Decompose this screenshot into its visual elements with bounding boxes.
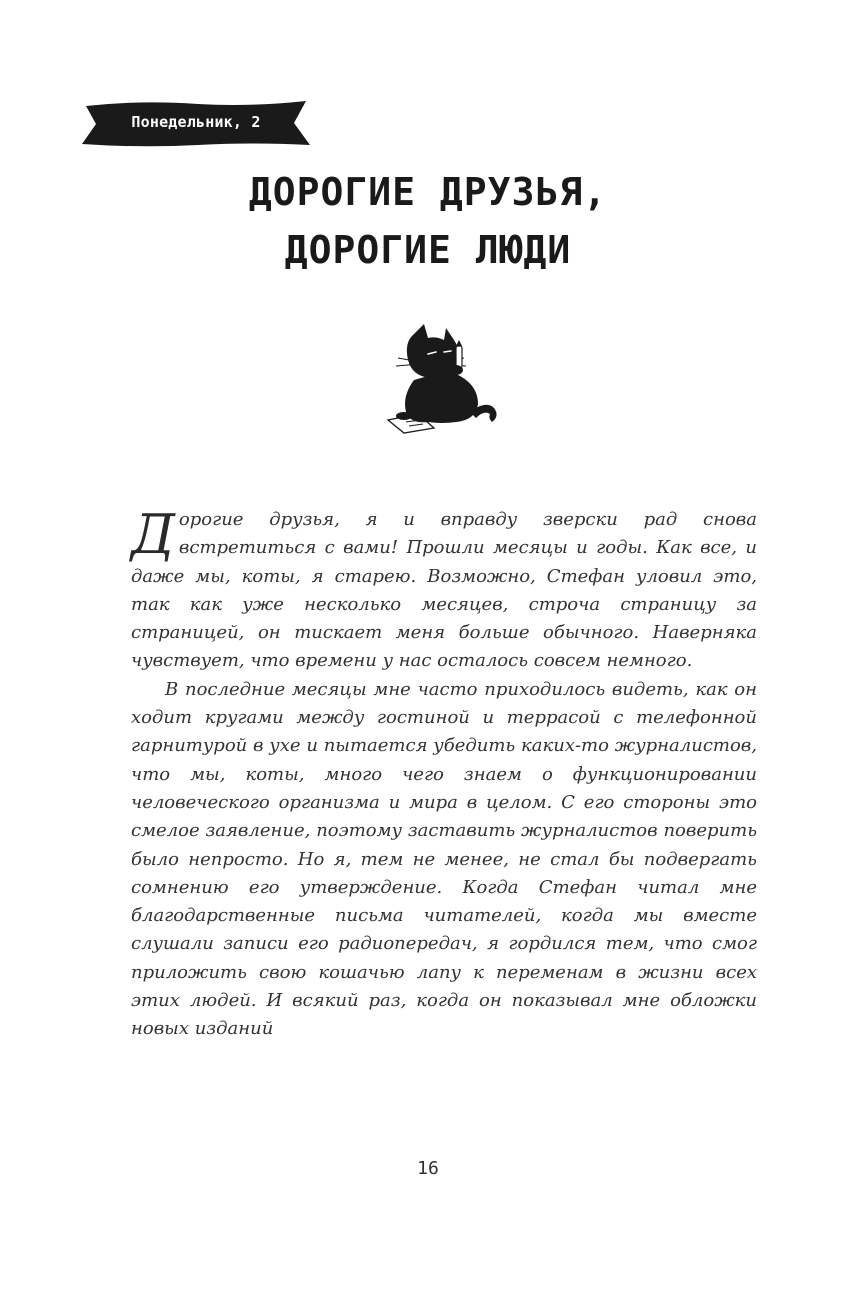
page-number: 16 (417, 1158, 439, 1179)
black-cat-writing-icon (384, 320, 504, 435)
paragraph-1 (131, 503, 757, 676)
paragraph-2: В последние месяцы мне часто приходилось видеть, как он ходит кругами между гостиной и террасой с телефонной гарнитурой в ухе и пытается убедить каких-то журналистов, что мы, коты, много чего знаем о функционировании человеческого организма и мира в целом. С его стороны это смелое заявление, поэтому заставить журналистов поверить было непросто. Но я, тем не менее, не стал бы подвергать сомнению его утверждение. Когда Стефан читал мне благодарственные письма читателей, когда мы вместе слушали записи его радиопередач, я гордился тем, что смог приложить свою кошачью лапу к переменам в жизни всех этих людей. И всякий раз, когда он показывал мне обложки новых изданий (131, 678, 757, 1040)
chapter-body (131, 503, 757, 1044)
drop-cap: Д (131, 503, 175, 566)
chapter-title-line-1: ДОРОГИЕ ДРУЗЬЯ, (248, 170, 608, 214)
section-label: Понедельник, 2 (131, 113, 261, 131)
chapter-title-line-2: ДОРОГИЕ ЛЮДИ (284, 228, 572, 272)
section-banner (80, 98, 312, 150)
paragraph-1-text: орогие друзья, я и вправду зверски рад снова встретиться с вами! Прошли месяцы и годы. Как все, и даже мы, коты, я старею. Возможно, Стефан уловил это, так как уже несколько месяцев, строча страницу за страницей, он тискает меня больше обычного. Наверняка чувствует, что времени у нас осталось совсем немного. (131, 509, 757, 672)
